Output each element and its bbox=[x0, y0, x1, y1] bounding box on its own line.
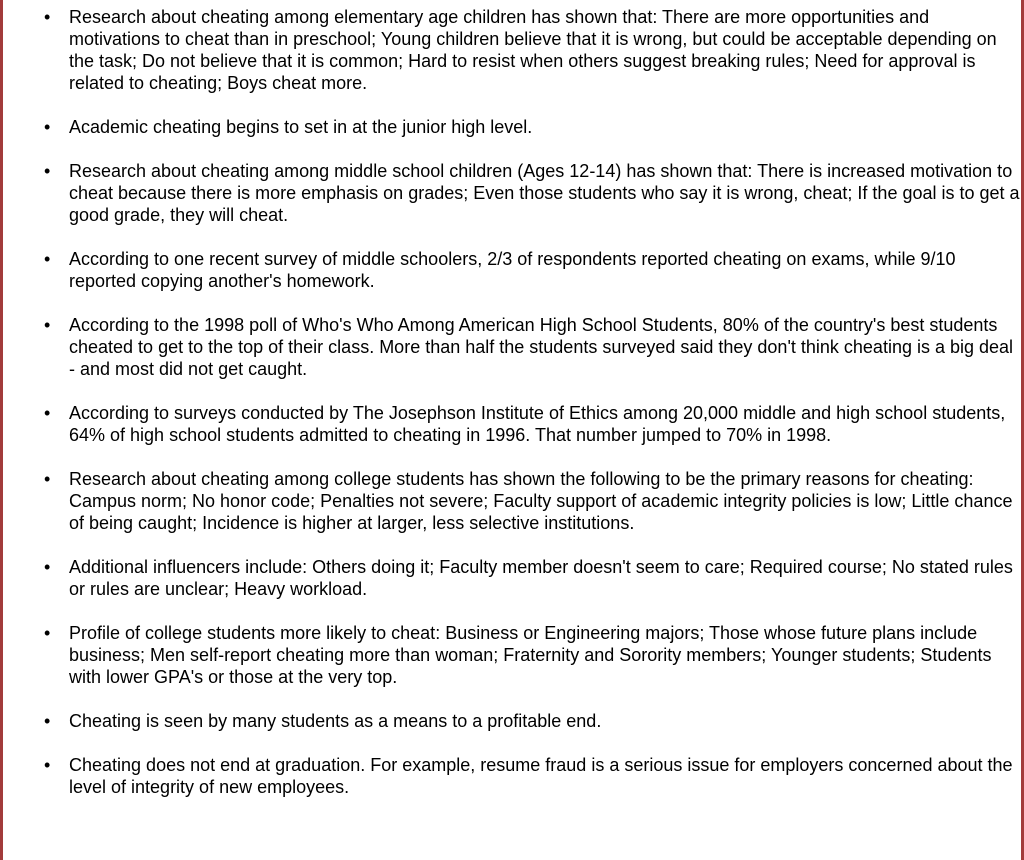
list-item: • Research about cheating among elementary age children has shown that: There are more opportunities and motivations to cheat than in preschool; Young children believe that it is wrong, but could be acceptable depending on the task; Do not believe that it is common; Hard to resist when others suggest breaking rules; Need for approval is related to cheating; Boys cheat more. bbox=[69, 6, 1021, 94]
list-item: • According to the 1998 poll of Who's Who Among American High School Students, 80% of the country's best students cheated to get to the top of their class. More than half the students surveyed said they don't think cheating is a big deal - and most did not get caught. bbox=[69, 314, 1021, 380]
bullet-list bbox=[3, 6, 1021, 820]
list-item: • Profile of college students more likely to cheat: Business or Engineering majors; Those whose future plans include business; Men self-report cheating more than woman; Fraternity and Sorority members; Younger students; Students with lower GPA's or those at the very top. bbox=[69, 622, 1021, 688]
list-item: • Cheating does not end at graduation. For example, resume fraud is a serious issue for employers concerned about the level of integrity of new employees. bbox=[69, 754, 1021, 798]
list-item: • Research about cheating among middle school children (Ages 12-14) has shown that: There is increased motivation to cheat because there is more emphasis on grades; Even those students who say it is wrong, cheat; If the goal is to get a good grade, they will cheat. bbox=[69, 160, 1021, 226]
list-item: • According to one recent survey of middle schoolers, 2/3 of respondents reported cheating on exams, while 9/10 reported copying another's homework. bbox=[69, 248, 1021, 292]
list-item: • Research about cheating among college students has shown the following to be the primary reasons for cheating: Campus norm; No honor code; Penalties not severe; Faculty support of academic integrity policies is low; Little chance of being caught; Incidence is higher at larger, less selective institutions. bbox=[69, 468, 1021, 534]
list-item: • Cheating is seen by many students as a means to a profitable end. bbox=[69, 710, 1021, 732]
list-item: • Academic cheating begins to set in at the junior high level. bbox=[69, 116, 1021, 138]
list-item: • Additional influencers include: Others doing it; Faculty member doesn't seem to care; Required course; No stated rules or rules are unclear; Heavy workload. bbox=[69, 556, 1021, 600]
list-item: • According to surveys conducted by The Josephson Institute of Ethics among 20,000 middle and high school students, 64% of high school students admitted to cheating in 1996. That number jumped to 70% in 1998. bbox=[69, 402, 1021, 446]
